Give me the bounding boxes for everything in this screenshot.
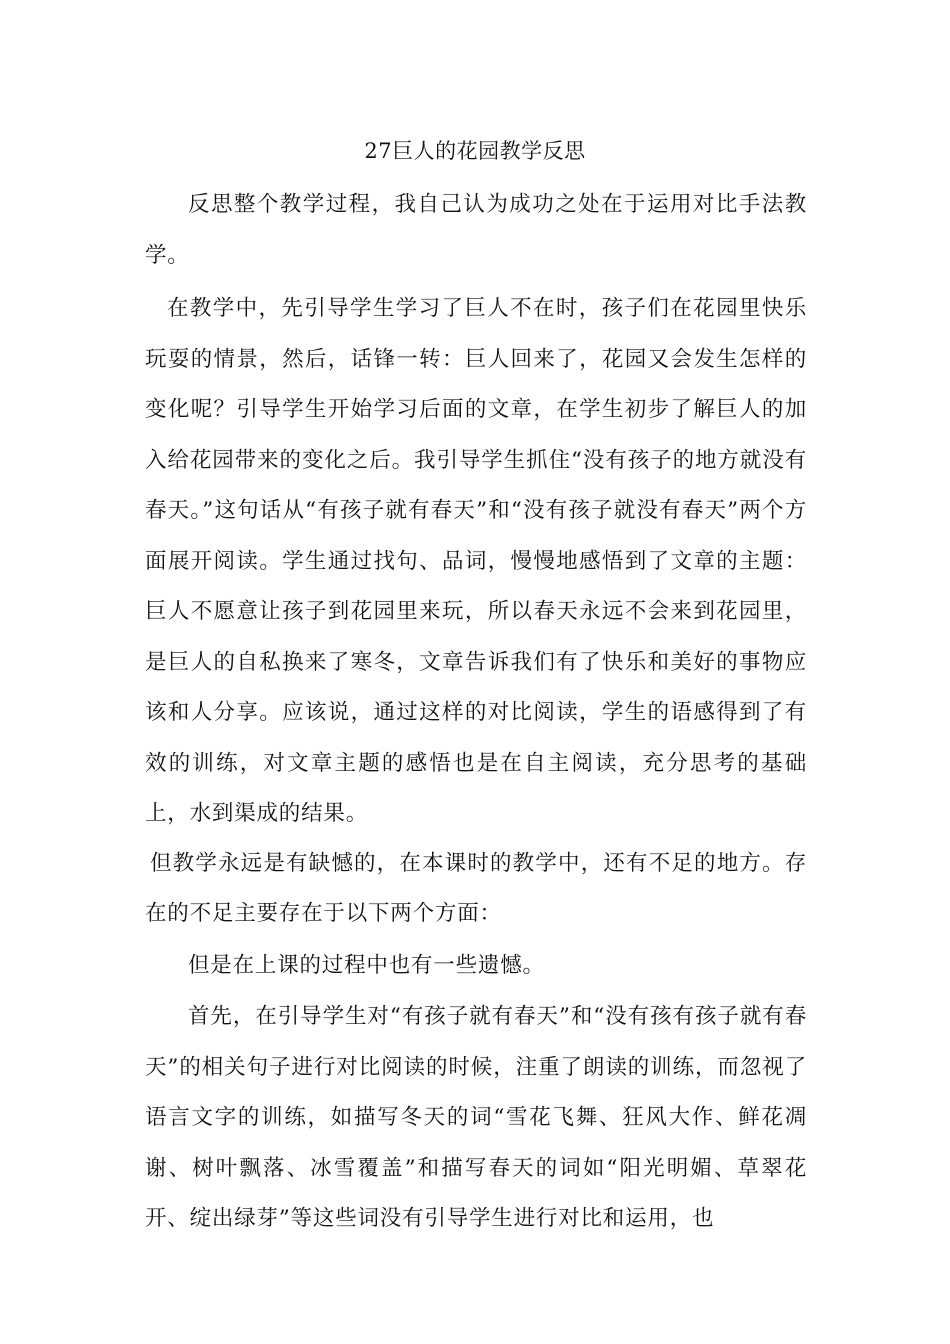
document-title: 27巨人的花园教学反思 [364, 139, 586, 163]
paragraph-2: 在教学中，先引导学生学习了巨人不在时，孩子们在花园里快乐玩耍的情景，然后，话锋一转：巨人回来了，花园又会发生怎样的变化呢？引导学生开始学习后面的文章，在学生初步了解巨人的加入给花园带来的变化之后。我引导学生抓住“没有孩子的地方就没有春天。”这句话从“有孩子就有春天”和“没有孩子就没有春天”两个方面展开阅读。学生通过找句、品词，慢慢地感悟到了文章的主题：巨人不愿意让孩子到花园里来玩，所以春天永远不会来到花园里，是巨人的自私换来了寒冬，文章告诉我们有了快乐和美好的事物应该和人分享。应该说，通过这样的对比阅读，学生的语感得到了有效的训练，对文章主题的感悟也是在自主阅读，充分思考的基础上，水到渠成的结果。 [145, 296, 807, 826]
paragraph-4: 但是在上课的过程中也有一些遗憾。 [188, 952, 545, 978]
paragraph-5: 首先，在引导学生对“有孩子就有春天”和“没有孩有孩子就有春天”的相关句子进行对比阅读的时候，注重了朗读的训练，而忽视了语言文字的训练，如描写冬天的词“雪花飞舞、狂风大作、鲜花凋谢、树叶飘落、冰雪覆盖”和描写春天的词如“阳光明媚、草翠花开、绽出绿芽”等这些词没有引导学生进行对比和运用，也 [145, 1004, 807, 1231]
paragraph-1: 反思整个教学过程，我自己认为成功之处在于运用对比手法教学。 [145, 192, 807, 268]
paragraph-3: 但教学永远是有缺憾的，在本课时的教学中，还有不足的地方。存在的不足主要存在于以下两个方面： [145, 850, 807, 926]
document-body [145, 180, 807, 1245]
